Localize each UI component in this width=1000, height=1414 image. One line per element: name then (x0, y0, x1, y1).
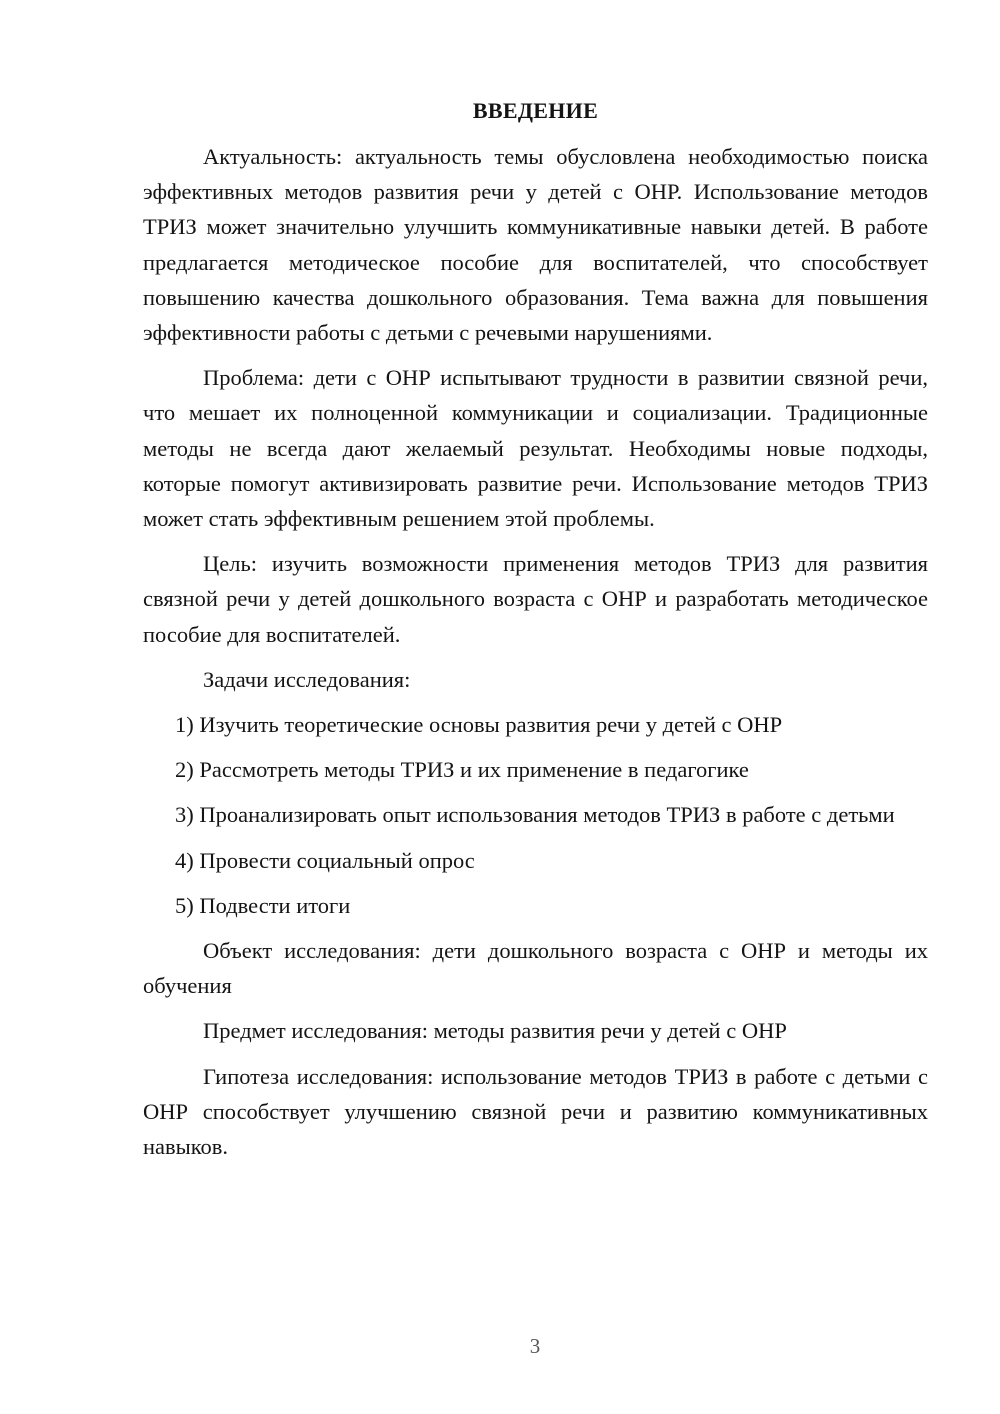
page-content (143, 95, 928, 1174)
page-number: 3 (529, 1334, 541, 1358)
task-item-1: 1) Изучить теоретические основы развития речи у детей с ОНР (175, 712, 783, 738)
problem-paragraph: Проблема: дети с ОНР испытывают трудности в развитии связной речи, что мешает их полноценной коммуникации и социализации. Традиционные методы не всегда дают желаемый результат. Необходимы новые подходы, которые помогут активизировать развитие речи. Использование методов ТРИЗ может стать эффективным решением этой проблемы. (143, 365, 928, 532)
goal-paragraph: Цель: изучить возможности применения методов ТРИЗ для развития связной речи у детей дошкольного возраста с ОНР и разработать методическое пособие для воспитателей. (143, 551, 928, 647)
task-item-3: 3) Проанализировать опыт использования методов ТРИЗ в работе с детьми (175, 802, 895, 828)
task-item-5: 5) Подвести итоги (175, 892, 351, 918)
page-heading: ВВЕДЕНИЕ (472, 98, 599, 123)
object-paragraph: Объект исследования: дети дошкольного возраста с ОНР и методы их обучения (143, 938, 928, 999)
hypothesis-paragraph: Гипотеза исследования: использование методов ТРИЗ в работе с детьми с ОНР способствует улучшению связной речи и развитию коммуникативных навыков. (143, 1063, 928, 1160)
task-item-4: 4) Провести социальный опрос (175, 847, 475, 873)
task-item-2: 2) Рассмотреть методы ТРИЗ и их применение в педагогике (175, 757, 749, 783)
tasks-title: Задачи исследования: (203, 666, 411, 692)
relevance-paragraph: Актуальность: актуальность темы обусловлена необходимостью поиска эффективных методов развития речи у детей с ОНР. Использование методов ТРИЗ может значительно улучшить коммуникативные навыки детей. В работе предлагается методическое пособие для воспитателей, что способствует повышению качества дошкольного образования. Тема важна для повышения эффективности работы с детьми с речевыми нарушениями. (143, 144, 928, 346)
subject-paragraph: Предмет исследования: методы развития речи у детей с ОНР (203, 1018, 787, 1044)
